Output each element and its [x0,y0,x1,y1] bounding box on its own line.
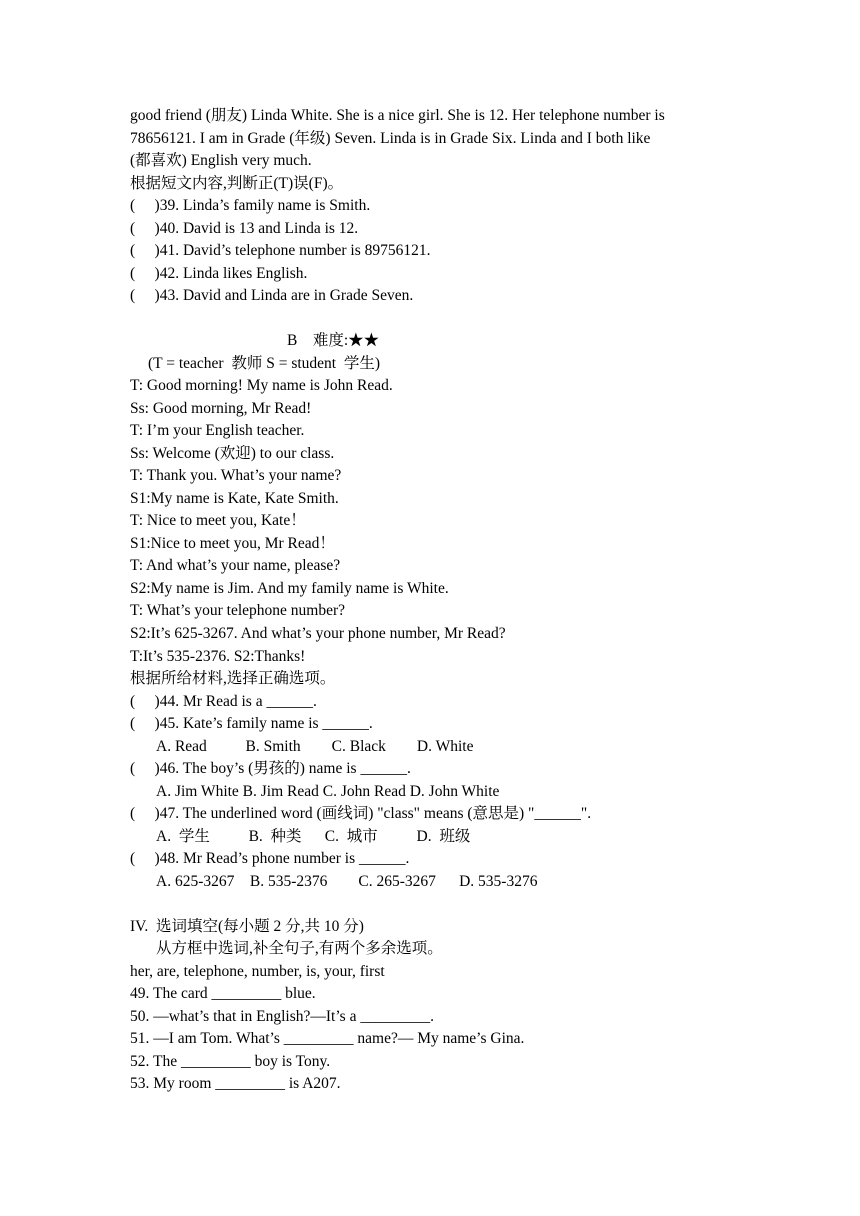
instruction-tf: 根据短文内容,判断正(T)误(F)。 [130,175,344,192]
dialogue-line: S1:Nice to meet you, Mr Read！ [130,535,335,552]
dialogue-line: T: Thank you. What’s your name? [130,467,342,484]
question-48-options: A. 625-3267 B. 535-2376 C. 265-3267 D. 535-3276 [156,873,538,890]
passage-line: 78656121. I am in Grade (年级) Seven. Linda is in Grade Six. Linda and I both like [130,130,651,147]
section-iv-title: IV. 选词填空(每小题 2 分,共 10 分) [130,918,364,935]
dialogue-line: S1:My name is Kate, Kate Smith. [130,490,339,507]
question-46: ( )46. The boy’s (男孩的) name is ______. [130,760,411,777]
word-bank: her, are, telephone, number, is, your, first [130,963,385,980]
dialogue-line: T: Good morning! My name is John Read. [130,377,393,394]
dialogue-line: T: Nice to meet you, Kate！ [130,512,306,529]
question-39: ( )39. Linda’s family name is Smith. [130,197,371,214]
question-45-options: A. Read B. Smith C. Black D. White [156,738,474,755]
fill-item-50: 50. —what’s that in English?—It’s a _________. [130,1008,434,1025]
section-iv-instruction: 从方框中选词,补全句子,有两个多余选项。 [156,940,443,957]
passage-line: (都喜欢) English very much. [130,152,312,169]
dialogue-line: S2:My name is Jim. And my family name is White. [130,580,449,597]
dialogue-line: Ss: Good morning, Mr Read! [130,400,312,417]
fill-item-49: 49. The card _________ blue. [130,985,316,1002]
question-48: ( )48. Mr Read’s phone number is ______. [130,850,410,867]
dialogue-line: Ss: Welcome (欢迎) to our class. [130,445,335,462]
fill-item-52: 52. The _________ boy is Tony. [130,1053,331,1070]
instruction-choice: 根据所给材料,选择正确选项。 [130,670,336,687]
fill-item-53: 53. My room _________ is A207. [130,1075,341,1092]
question-42: ( )42. Linda likes English. [130,265,308,282]
question-40: ( )40. David is 13 and Linda is 12. [130,220,359,237]
passage-line: good friend (朋友) Linda White. She is a nice girl. She is 12. Her telephone number is [130,107,665,124]
question-46-options: A. Jim White B. Jim Read C. John Read D. John White [156,783,500,800]
dialogue-line: T: And what’s your name, please? [130,557,341,574]
dialogue-line: T:It’s 535-2376. S2:Thanks! [130,648,306,665]
fill-item-51: 51. —I am Tom. What’s _________ name?— My name’s Gina. [130,1030,525,1047]
question-45: ( )45. Kate’s family name is ______. [130,715,373,732]
dialogue-line: T: What’s your telephone number? [130,602,346,619]
question-43: ( )43. David and Linda are in Grade Seven. [130,287,414,304]
question-47-options: A. 学生 B. 种类 C. 城市 D. 班级 [156,828,471,845]
section-b-note: (T = teacher 教师 S = student 学生) [148,355,381,372]
question-47: ( )47. The underlined word (画线词) "class" means (意思是) "______". [130,805,592,822]
dialogue-line: T: I’m your English teacher. [130,422,305,439]
question-44: ( )44. Mr Read is a ______. [130,693,317,710]
question-41: ( )41. David’s telephone number is 89756121. [130,242,431,259]
dialogue-line: S2:It’s 625-3267. And what’s your phone number, Mr Read? [130,625,506,642]
section-b-title: B 难度:★★ [287,332,380,349]
